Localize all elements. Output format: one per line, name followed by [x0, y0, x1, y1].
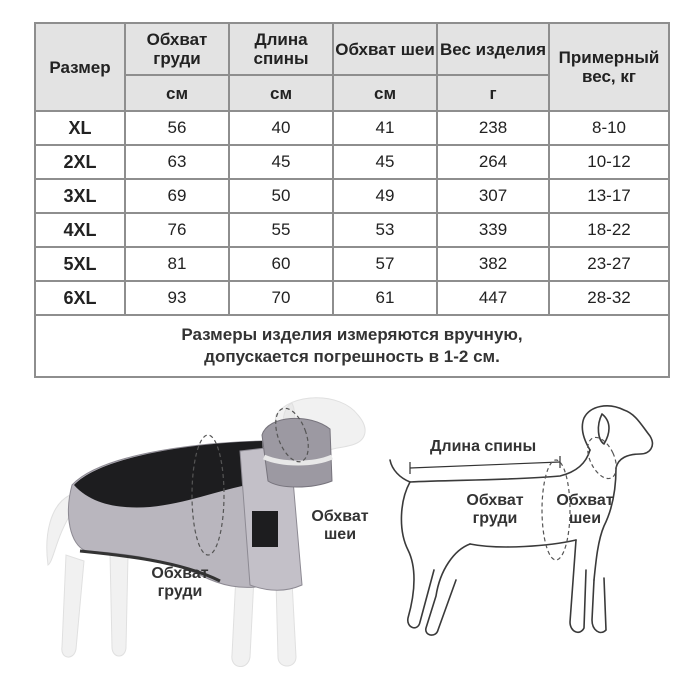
- note-line-1: Размеры изделия измеряются вручную,: [181, 325, 523, 344]
- size-cell: 2XL: [35, 145, 125, 179]
- dog-weight-cell: 28-32: [549, 281, 669, 315]
- chest-cell: 93: [125, 281, 229, 315]
- weight-cell: 264: [437, 145, 549, 179]
- chest-cell: 69: [125, 179, 229, 213]
- weight-cell: 447: [437, 281, 549, 315]
- back-cell: 70: [229, 281, 333, 315]
- weight-cell: 339: [437, 213, 549, 247]
- size-cell: 4XL: [35, 213, 125, 247]
- header-dog-weight: Примерный вес, кг: [549, 23, 669, 111]
- size-cell: 3XL: [35, 179, 125, 213]
- weight-cell: 307: [437, 179, 549, 213]
- dog-weight-cell: 18-22: [549, 213, 669, 247]
- measurement-note: [35, 315, 669, 377]
- chest-cell: 76: [125, 213, 229, 247]
- table-row: [35, 145, 669, 179]
- unit-chest: см: [125, 75, 229, 111]
- diagram-back-label: Длина спины: [430, 438, 537, 455]
- back-cell: 55: [229, 213, 333, 247]
- weight-cell: 238: [437, 111, 549, 145]
- unit-neck: см: [333, 75, 437, 111]
- back-cell: 50: [229, 179, 333, 213]
- dog-weight-cell: 8-10: [549, 111, 669, 145]
- diagram-chest-label: Обхват груди: [466, 492, 524, 527]
- dog-weight-cell: 13-17: [549, 179, 669, 213]
- neck-cell: 61: [333, 281, 437, 315]
- weight-cell: 382: [437, 247, 549, 281]
- table-row: [35, 111, 669, 145]
- header-chest: Обхват груди: [125, 23, 229, 75]
- photo-neck-label: Обхват шеи: [311, 508, 369, 543]
- table-row: [35, 281, 669, 315]
- back-cell: 40: [229, 111, 333, 145]
- unit-back: см: [229, 75, 333, 111]
- neck-cell: 49: [333, 179, 437, 213]
- size-cell: 6XL: [35, 281, 125, 315]
- table-row: [35, 179, 669, 213]
- unit-weight: г: [437, 75, 549, 111]
- size-cell: 5XL: [35, 247, 125, 281]
- dog-weight-cell: 10-12: [549, 145, 669, 179]
- photo-chest-label: Обхват груди: [151, 565, 209, 600]
- header-item-weight: Вес изделия: [437, 23, 549, 75]
- header-back: Длина спины: [229, 23, 333, 75]
- table-row: [35, 213, 669, 247]
- size-cell: XL: [35, 111, 125, 145]
- chest-cell: 56: [125, 111, 229, 145]
- neck-cell: 45: [333, 145, 437, 179]
- header-size: Размер: [35, 23, 125, 111]
- chest-cell: 63: [125, 145, 229, 179]
- note-row: [35, 315, 669, 377]
- size-chart-table: [34, 22, 670, 378]
- neck-cell: 41: [333, 111, 437, 145]
- neck-cell: 57: [333, 247, 437, 281]
- dog-weight-cell: 23-27: [549, 247, 669, 281]
- back-cell: 60: [229, 247, 333, 281]
- note-line-2: допускается погрешность в 1-2 см.: [204, 347, 500, 366]
- header-neck: Обхват шеи: [333, 23, 437, 75]
- neck-cell: 53: [333, 213, 437, 247]
- back-cell: 45: [229, 145, 333, 179]
- table-row: [35, 247, 669, 281]
- chest-cell: 81: [125, 247, 229, 281]
- back-length-line: [410, 462, 560, 468]
- diagram-neck-label: Обхват шеи: [556, 492, 614, 527]
